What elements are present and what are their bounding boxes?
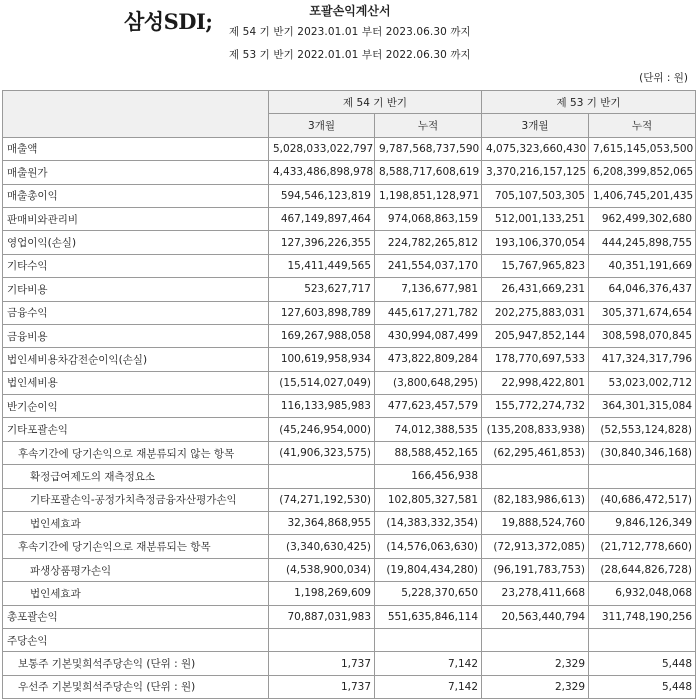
table-row — [3, 652, 696, 675]
table-row — [3, 582, 696, 605]
row-value: 1,198,269,609 — [269, 582, 375, 605]
row-label: 반기순이익 — [3, 395, 269, 418]
row-label: 매출원가 — [3, 161, 269, 184]
row-label: 기타수익 — [3, 254, 269, 277]
row-value: 202,275,883,031 — [482, 301, 589, 324]
row-value: 1,406,745,201,435 — [589, 184, 696, 207]
row-value: 6,208,399,852,065 — [589, 161, 696, 184]
row-value: 64,046,376,437 — [589, 278, 696, 301]
row-value — [269, 628, 375, 651]
row-value: 241,554,037,170 — [375, 254, 482, 277]
row-value: 430,994,087,499 — [375, 324, 482, 347]
row-label: 매출총이익 — [3, 184, 269, 207]
row-value: 311,748,190,256 — [589, 605, 696, 628]
row-value: 7,615,145,053,500 — [589, 137, 696, 160]
company-logo: 삼성SDI; — [124, 9, 213, 34]
header-current-3m: 3개월 — [269, 114, 375, 137]
row-value — [269, 465, 375, 488]
row-value: 7,142 — [375, 675, 482, 698]
row-label: 우선주 기본및희석주당손익 (단위 : 원) — [3, 675, 269, 698]
row-value: 26,431,669,231 — [482, 278, 589, 301]
row-value: (4,538,900,034) — [269, 558, 375, 581]
header-row-periods — [3, 91, 696, 114]
row-value: 523,627,717 — [269, 278, 375, 301]
row-label: 파생상품평가손익 — [3, 558, 269, 581]
row-value: 19,888,524,760 — [482, 512, 589, 535]
row-label: 기타포괄손익-공정가치측정금융자산평가손익 — [3, 488, 269, 511]
table-row — [3, 465, 696, 488]
row-value: 88,588,452,165 — [375, 441, 482, 464]
header-corner — [3, 91, 269, 138]
row-value: 20,563,440,794 — [482, 605, 589, 628]
row-label: 판매비와관리비 — [3, 207, 269, 230]
header-prior-cumulative: 누적 — [589, 114, 696, 137]
row-value: 224,782,265,812 — [375, 231, 482, 254]
row-label: 후속기간에 당기손익으로 재분류되는 항목 — [3, 535, 269, 558]
row-label: 영업이익(손실) — [3, 231, 269, 254]
row-value: 8,588,717,608,619 — [375, 161, 482, 184]
row-value: (135,208,833,938) — [482, 418, 589, 441]
row-value: 2,329 — [482, 652, 589, 675]
row-value: (82,183,986,613) — [482, 488, 589, 511]
table-row — [3, 488, 696, 511]
row-value: 477,623,457,579 — [375, 395, 482, 418]
row-value: 155,772,274,732 — [482, 395, 589, 418]
income-statement-table — [2, 90, 696, 699]
row-value — [589, 628, 696, 651]
header-prior-3m: 3개월 — [482, 114, 589, 137]
row-value: 962,499,302,680 — [589, 207, 696, 230]
row-value: 512,001,133,251 — [482, 207, 589, 230]
statement-title: 포괄손익계산서 — [309, 4, 391, 18]
row-label: 법인세효과 — [3, 512, 269, 535]
table-row — [3, 441, 696, 464]
row-value: 1,737 — [269, 675, 375, 698]
row-value: 3,370,216,157,125 — [482, 161, 589, 184]
row-value: 445,617,271,782 — [375, 301, 482, 324]
table-row — [3, 278, 696, 301]
row-value: 9,846,126,349 — [589, 512, 696, 535]
row-label: 법인세비용차감전순이익(손실) — [3, 348, 269, 371]
row-value: (21,712,778,660) — [589, 535, 696, 558]
table-row — [3, 628, 696, 651]
row-value: 551,635,846,114 — [375, 605, 482, 628]
row-value — [482, 465, 589, 488]
row-label: 기타포괄손익 — [3, 418, 269, 441]
row-value: (45,246,954,000) — [269, 418, 375, 441]
table-row — [3, 137, 696, 160]
row-value: 116,133,985,983 — [269, 395, 375, 418]
row-value: 70,887,031,983 — [269, 605, 375, 628]
row-value: 5,448 — [589, 652, 696, 675]
table-row — [3, 207, 696, 230]
row-value — [482, 628, 589, 651]
row-value: 467,149,897,464 — [269, 207, 375, 230]
period-prior: 제 53 기 반기 2022.01.01 부터 2022.06.30 까지 — [229, 49, 471, 61]
header-current-period: 제 54 기 반기 — [269, 91, 482, 114]
row-value: (14,383,332,354) — [375, 512, 482, 535]
row-value: (28,644,826,728) — [589, 558, 696, 581]
row-label: 법인세비용 — [3, 371, 269, 394]
row-value: 166,456,938 — [375, 465, 482, 488]
row-value: 974,068,863,159 — [375, 207, 482, 230]
row-value: 127,396,226,355 — [269, 231, 375, 254]
table-row — [3, 161, 696, 184]
row-label: 기타비용 — [3, 278, 269, 301]
table-row — [3, 184, 696, 207]
row-value: 417,324,317,796 — [589, 348, 696, 371]
row-value: (40,686,472,517) — [589, 488, 696, 511]
row-value: (14,576,063,630) — [375, 535, 482, 558]
row-value: 205,947,852,144 — [482, 324, 589, 347]
row-label: 확정급여제도의 재측정요소 — [3, 465, 269, 488]
row-value: 102,805,327,581 — [375, 488, 482, 511]
row-value: 705,107,503,305 — [482, 184, 589, 207]
row-value: 444,245,898,755 — [589, 231, 696, 254]
row-value: (96,191,783,753) — [482, 558, 589, 581]
row-value: 74,012,388,535 — [375, 418, 482, 441]
table-row — [3, 301, 696, 324]
row-value: 32,364,868,955 — [269, 512, 375, 535]
row-value: (3,800,648,295) — [375, 371, 482, 394]
row-value: 7,142 — [375, 652, 482, 675]
row-label: 후속기간에 당기손익으로 재분류되지 않는 항목 — [3, 441, 269, 464]
row-value: 473,822,809,284 — [375, 348, 482, 371]
row-value: 127,603,898,789 — [269, 301, 375, 324]
row-value: 5,448 — [589, 675, 696, 698]
row-value: 15,411,449,565 — [269, 254, 375, 277]
row-value: (74,271,192,530) — [269, 488, 375, 511]
row-label: 주당손익 — [3, 628, 269, 651]
table-row — [3, 254, 696, 277]
row-value: 1,198,851,128,971 — [375, 184, 482, 207]
row-value: 178,770,697,533 — [482, 348, 589, 371]
row-value: 305,371,674,654 — [589, 301, 696, 324]
row-value — [375, 628, 482, 651]
row-value: 6,932,048,068 — [589, 582, 696, 605]
row-value: 5,028,033,022,797 — [269, 137, 375, 160]
row-value: 364,301,315,084 — [589, 395, 696, 418]
table-row — [3, 535, 696, 558]
table-row — [3, 418, 696, 441]
row-value: 4,075,323,660,430 — [482, 137, 589, 160]
row-value: (30,840,346,168) — [589, 441, 696, 464]
header-prior-period: 제 53 기 반기 — [482, 91, 696, 114]
table-row — [3, 324, 696, 347]
table-row — [3, 231, 696, 254]
table-row — [3, 512, 696, 535]
row-value: 5,228,370,650 — [375, 582, 482, 605]
row-value: 15,767,965,823 — [482, 254, 589, 277]
header-current-cumulative: 누적 — [375, 114, 482, 137]
row-value: 40,351,191,669 — [589, 254, 696, 277]
row-label: 보통주 기본및희석주당손익 (단위 : 원) — [3, 652, 269, 675]
row-value: (3,340,630,425) — [269, 535, 375, 558]
row-value: (19,804,434,280) — [375, 558, 482, 581]
unit-label: (단위 : 원) — [639, 72, 688, 84]
row-label: 법인세효과 — [3, 582, 269, 605]
row-value — [589, 465, 696, 488]
row-value: (15,514,027,049) — [269, 371, 375, 394]
row-value: 100,619,958,934 — [269, 348, 375, 371]
row-label: 총포괄손익 — [3, 605, 269, 628]
row-value: (72,913,372,085) — [482, 535, 589, 558]
row-value: 1,737 — [269, 652, 375, 675]
period-current: 제 54 기 반기 2023.01.01 부터 2023.06.30 까지 — [229, 26, 471, 38]
table-row — [3, 605, 696, 628]
row-value: 9,787,568,737,590 — [375, 137, 482, 160]
row-value: 2,329 — [482, 675, 589, 698]
row-value: 4,433,486,898,978 — [269, 161, 375, 184]
table-row — [3, 371, 696, 394]
row-value: (52,553,124,828) — [589, 418, 696, 441]
row-label: 매출액 — [3, 137, 269, 160]
row-value: 193,106,370,054 — [482, 231, 589, 254]
row-value: 22,998,422,801 — [482, 371, 589, 394]
row-value: (41,906,323,575) — [269, 441, 375, 464]
row-value: 7,136,677,981 — [375, 278, 482, 301]
row-value: 23,278,411,668 — [482, 582, 589, 605]
row-label: 금융비용 — [3, 324, 269, 347]
row-value: 308,598,070,845 — [589, 324, 696, 347]
row-value: 169,267,988,058 — [269, 324, 375, 347]
row-value: 53,023,002,712 — [589, 371, 696, 394]
row-value: (62,295,461,853) — [482, 441, 589, 464]
row-value: 594,546,123,819 — [269, 184, 375, 207]
table-row — [3, 395, 696, 418]
row-label: 금융수익 — [3, 301, 269, 324]
table-row — [3, 675, 696, 698]
table-row — [3, 348, 696, 371]
table-row — [3, 558, 696, 581]
